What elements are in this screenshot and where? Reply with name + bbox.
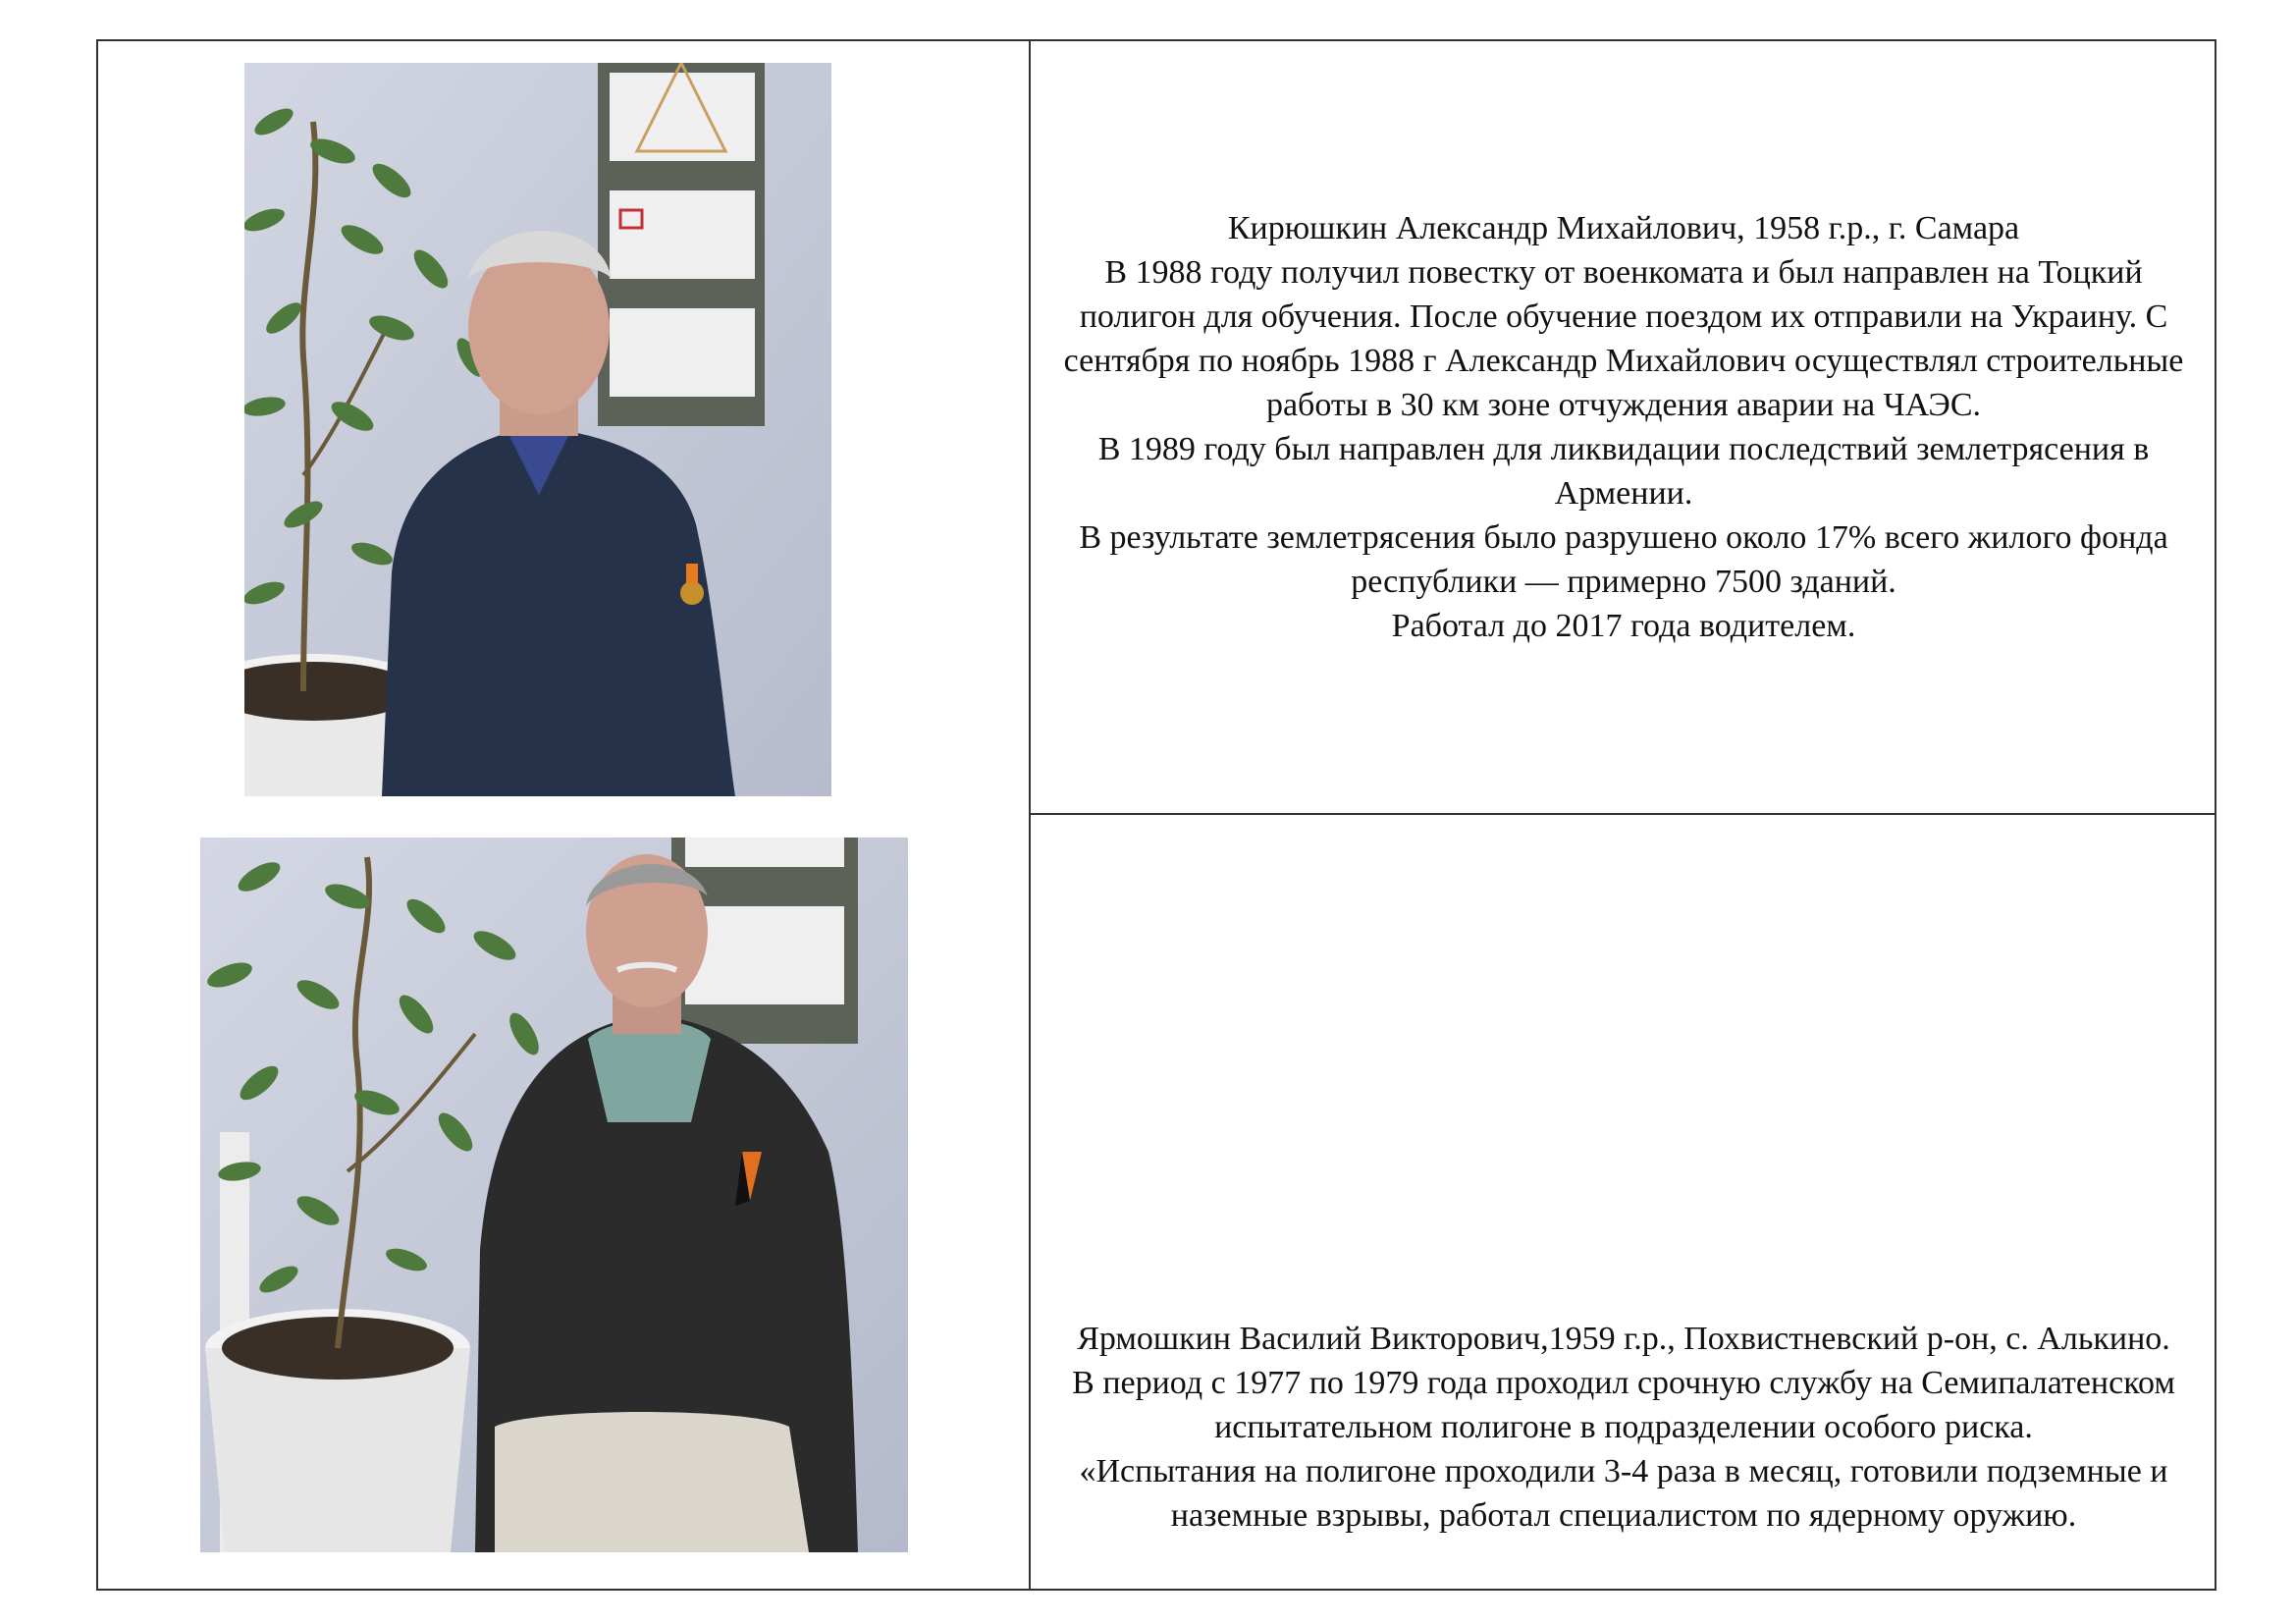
entry-text-yarmoshkin	[1050, 1317, 2197, 1538]
entry-paragraph: В период с 1977 по 1979 года проходил срочную службу на Семипалатенском испытательном полигоне в подразделении особого риска.	[1072, 1365, 2175, 1445]
entry-text-cell-2	[1031, 815, 2216, 1589]
entry-text-cell-1	[1031, 41, 2216, 813]
entry-name-line: Кирюшкин Александр Михайлович, 1958 г.р., г. Самара	[1227, 210, 2020, 246]
entry-paragraph: В результате землетрясения было разрушено около 17% всего жилого фонда республики — примерно 7500 зданий.	[1079, 519, 2168, 600]
entry-text-kiryushkin	[1050, 206, 2197, 648]
entry-paragraph: «Испытания на полигоне проходили 3-4 раза в месяц, готовили подземные и наземные взрывы, работал специалистом по ядерному оружию.	[1079, 1453, 2168, 1534]
portrait-photo-kiryushkin	[244, 63, 831, 796]
portrait-photo-yarmoshkin	[200, 838, 908, 1552]
entry-paragraph: В 1988 году получил повестку от военкомата и был направлен на Тоцкий полигон для обучения. После обучение поездом их отправили на Украину. С сентября по ноябрь 1988 г Александр Михайлович осуществлял строительные работы в 30 км зоне отчуждения аварии на ЧАЭС.	[1063, 254, 2184, 423]
entry-name-line: Ярмошкин Василий Викторович,1959 г.р., Похвистневский р-он, с. Алькино.	[1077, 1321, 2170, 1357]
entry-paragraph: Работал до 2017 года водителем.	[1391, 608, 1856, 644]
entry-paragraph: В 1989 году был направлен для ликвидации последствий землетрясения в Армении.	[1097, 431, 2150, 512]
